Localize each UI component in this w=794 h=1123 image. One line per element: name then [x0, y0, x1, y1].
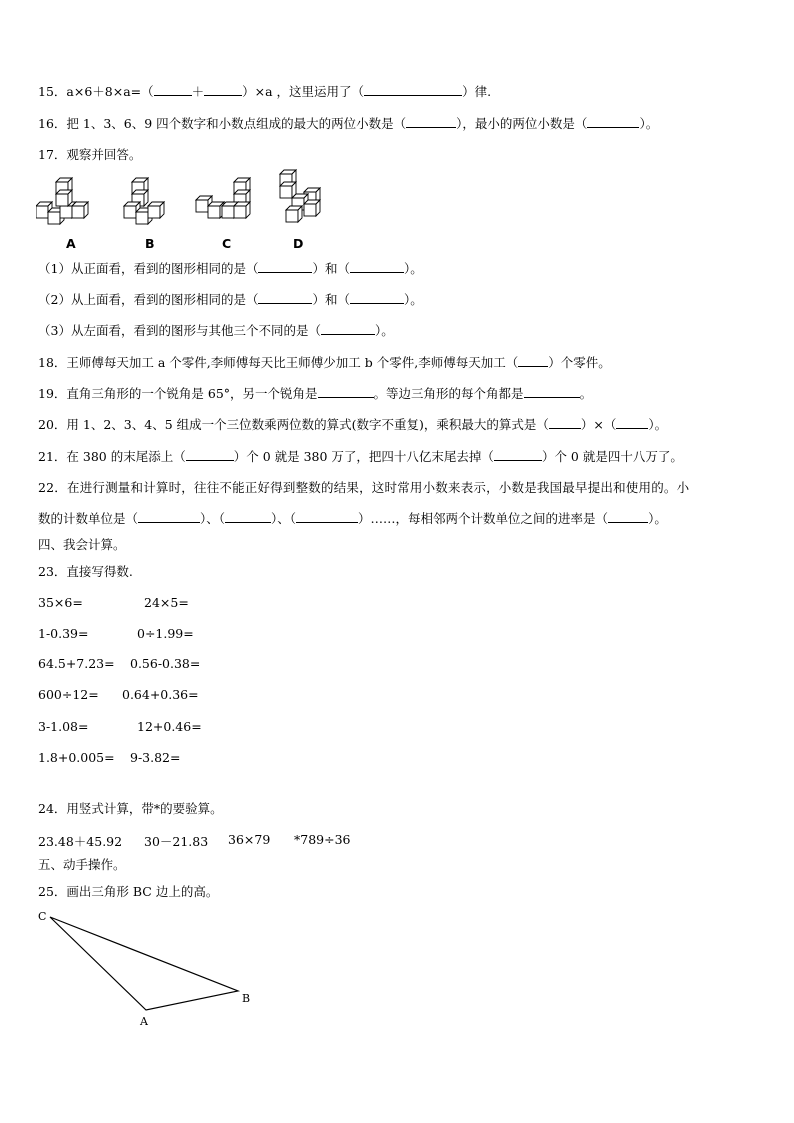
answer-blank[interactable] [616, 417, 648, 429]
question-22-line-2: 数的计数单位是（ ）、（ ）、（ ）……，每相邻两个计数单位之间的进率是（ ）。 [38, 511, 667, 526]
answer-blank[interactable] [296, 511, 358, 523]
cube-figures [36, 168, 336, 238]
calc-item: 9-3.82= [130, 750, 181, 765]
question-18: 18．王师傅每天加工 a 个零件,李师傅每天比王师傅少加工 b 个零件,李师傅每天加工（ ）个零件。 [38, 355, 611, 370]
calc-item: 600÷12= [38, 687, 99, 702]
question-22-line-1: 22．在进行测量和计算时，往往不能正好得到整数的结果，这时常用小数来表示，小数是我国最早提出和使用的。小 [38, 480, 690, 495]
figure-d [280, 170, 320, 222]
vertex-label-a: A [140, 1015, 148, 1028]
calc-item: 1.8+0.005= [38, 750, 115, 765]
answer-blank[interactable] [258, 261, 312, 273]
calc-item: 0.56-0.38= [130, 656, 201, 671]
vertex-label-b: B [242, 992, 251, 1005]
answer-blank[interactable] [258, 292, 312, 304]
answer-blank[interactable] [494, 449, 542, 461]
answer-blank[interactable] [204, 84, 242, 96]
question-19: 19．直角三角形的一个锐角是 65°，另一个锐角是 。等边三角形的每个角都是 。 [38, 386, 593, 401]
question-24-title: 24．用竖式计算，带*的要验算。 [38, 801, 223, 816]
question-20: 20．用 1、2、3、4、5 组成一个三位数乘两位数的算式(数字不重复)，乘积最大的算式是（ ）×（ ）。 [38, 417, 668, 432]
calc-item: 24×5= [144, 595, 189, 610]
question-17-2: （2）从上面看，看到的图形相同的是（ ）和（ ）。 [38, 292, 423, 307]
calc-item: 35×6= [38, 595, 83, 610]
figure-c [196, 178, 250, 218]
answer-blank[interactable] [321, 323, 375, 335]
calc-item: 12+0.46= [137, 719, 202, 734]
answer-blank[interactable] [549, 417, 581, 429]
question-21: 21．在 380 的末尾添上（ ）个 0 就是 380 万了，把四十八亿末尾去掉（ ）个 0 就是四十八万了。 [38, 449, 683, 464]
question-23-title: 23．直接写得数. [38, 564, 133, 579]
calc-item: 0÷1.99= [137, 626, 194, 641]
question-17-1: （1）从正面看，看到的图形相同的是（ ）和（ ）。 [38, 261, 423, 276]
answer-blank[interactable] [518, 355, 548, 367]
answer-blank[interactable] [318, 386, 374, 398]
figure-a [36, 178, 88, 224]
answer-blank[interactable] [186, 449, 234, 461]
vertical-calc-item: 23.48＋45.92 [38, 834, 123, 849]
figure-label: C [222, 236, 232, 251]
figure-label: B [145, 236, 155, 251]
calc-item: 64.5+7.23= [38, 656, 115, 671]
answer-blank[interactable] [350, 261, 404, 273]
answer-blank[interactable] [364, 84, 462, 96]
question-15: 15．a×6＋8×a=（ ＋ ）×a ，这里运用了（ ）律. [38, 84, 492, 99]
vertex-label-c: C [38, 910, 47, 923]
answer-blank[interactable] [154, 84, 192, 96]
figure-b [124, 178, 164, 224]
calc-item: 0.64+0.36= [122, 687, 199, 702]
answer-blank[interactable] [225, 511, 271, 523]
question-16: 16．把 1、3、6、9 四个数字和小数点组成的最大的两位小数是（ ），最小的两位小数是（ ）。 [38, 116, 659, 131]
question-25-title: 25．画出三角形 BC 边上的高。 [38, 884, 219, 899]
figure-label: D [293, 236, 304, 251]
triangle-abc [30, 905, 290, 1035]
answer-blank[interactable] [524, 386, 580, 398]
vertical-calc-item: 36×79 [228, 832, 271, 847]
answer-blank[interactable] [406, 116, 456, 128]
answer-blank[interactable] [587, 116, 639, 128]
question-17-title: 17．观察并回答。 [38, 147, 142, 162]
figure-label: A [66, 236, 76, 251]
answer-blank[interactable] [608, 511, 648, 523]
vertical-calc-item: 30－21.83 [144, 834, 209, 849]
answer-blank[interactable] [350, 292, 404, 304]
calc-item: 3-1.08= [38, 719, 89, 734]
section-5-heading: 五、动手操作。 [38, 857, 126, 872]
calc-item: 1-0.39= [38, 626, 89, 641]
answer-blank[interactable] [138, 511, 200, 523]
section-4-heading: 四、我会计算。 [38, 537, 126, 552]
question-17-3: （3）从左面看，看到的图形与其他三个不同的是（ ）。 [38, 323, 394, 338]
vertical-calc-item: *789÷36 [294, 832, 351, 847]
